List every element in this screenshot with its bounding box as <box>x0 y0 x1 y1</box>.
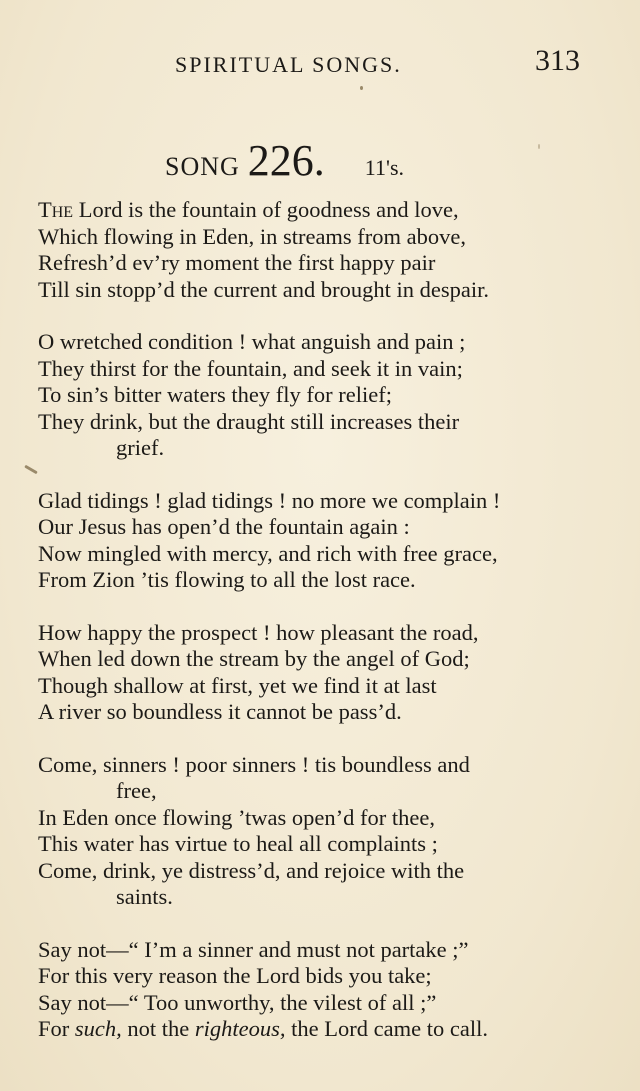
verse-line <box>38 514 598 541</box>
stanza <box>38 620 598 726</box>
line-text: How happy the prospect ! how pleasant the road, <box>38 619 479 645</box>
verse-line <box>38 699 598 726</box>
verse-line <box>38 884 598 911</box>
line-text: Glad tidings ! glad tidings ! no more we complain ! <box>38 487 501 513</box>
line-text: Refresh’d ev’ry moment the first happy pair <box>38 250 436 275</box>
line-text: Come, sinners ! poor sinners ! tis boundless and <box>38 751 470 777</box>
running-title: SPIRITUAL SONGS. <box>175 52 402 77</box>
stanza <box>38 197 598 303</box>
verse-line <box>38 567 598 594</box>
line-fragment: not the <box>121 1016 195 1041</box>
verse-line <box>38 990 598 1017</box>
verse-line <box>38 752 598 779</box>
line-text: grief. <box>116 435 165 460</box>
line-text: A river so boundless it cannot be pass’d. <box>38 699 402 724</box>
verse-line <box>38 858 598 885</box>
line-text: They drink, but the draught still increases their <box>38 408 460 434</box>
line-text: Lord is the fountain of goodness and love, <box>73 197 459 222</box>
line-text: Though shallow at first, yet we find it at last <box>38 672 437 698</box>
verse-line <box>38 805 598 832</box>
verse-line <box>38 963 598 990</box>
ink-mark <box>24 465 38 475</box>
verse-line <box>38 646 598 673</box>
verse-line <box>38 673 598 700</box>
line-text: Say not—“ I’m a sinner and must not partake ;” <box>38 936 469 962</box>
line-text: To sin’s bitter waters they fly for relief; <box>38 382 392 407</box>
verse-line <box>38 224 598 251</box>
verse-line <box>38 937 598 964</box>
verse-line <box>38 488 598 515</box>
line-text: From Zion ’tis flowing to all the lost race. <box>38 567 416 592</box>
italic-word: such, <box>74 1016 122 1041</box>
line-text: Say not—“ Too unworthy, the vilest of all ;” <box>38 989 437 1015</box>
verse-line <box>38 435 598 462</box>
line-text: Come, drink, ye distress’d, and rejoice with the <box>38 857 465 883</box>
verse-line <box>38 197 598 224</box>
line-text: Now mingled with mercy, and rich with free grace, <box>38 540 498 566</box>
verse-line <box>38 541 598 568</box>
song-label: SONG <box>165 152 240 181</box>
line-text: free, <box>116 778 157 803</box>
line-text: When led down the stream by the angel of God; <box>38 646 470 671</box>
page-number: 313 <box>535 44 580 77</box>
verse-line <box>38 277 598 304</box>
lead-word: The <box>38 197 74 222</box>
stanza <box>38 488 598 594</box>
song-heading <box>165 135 404 186</box>
verse-line <box>38 250 598 277</box>
verse-line <box>38 409 598 436</box>
stanza <box>38 937 598 1043</box>
line-text: They thirst for the fountain, and seek it in vain; <box>38 355 463 381</box>
line-text: For this very reason the Lord bids you take; <box>38 963 432 988</box>
line-fragment: For <box>38 1016 75 1041</box>
verse-line <box>38 356 598 383</box>
line-text: Our Jesus has open’d the fountain again : <box>38 514 410 539</box>
stanza <box>38 329 598 462</box>
paper-speck <box>360 86 363 90</box>
line-fragment: the Lord came to call. <box>285 1016 488 1041</box>
line-text: In Eden once flowing ’twas open’d for thee, <box>38 804 435 830</box>
song-number: 226. <box>247 136 325 185</box>
line-text: O wretched condition ! what anguish and pain ; <box>38 329 466 354</box>
line-text: saints. <box>116 884 173 909</box>
line-text: This water has virtue to heal all complaints ; <box>38 831 438 856</box>
verse-line <box>38 329 598 356</box>
italic-word: righteous, <box>194 1016 286 1041</box>
line-text: Which flowing in Eden, in streams from above, <box>38 223 467 249</box>
song-meter: 11's. <box>364 155 405 180</box>
paper-speck <box>538 144 540 149</box>
verse-line <box>38 1016 598 1043</box>
line-text: Till sin stopp’d the current and brought in despair. <box>38 276 489 302</box>
verse-line <box>38 778 598 805</box>
stanza <box>38 752 598 911</box>
verse-line <box>38 382 598 409</box>
song-text <box>38 197 598 1069</box>
verse-line <box>38 831 598 858</box>
verse-line <box>38 620 598 647</box>
